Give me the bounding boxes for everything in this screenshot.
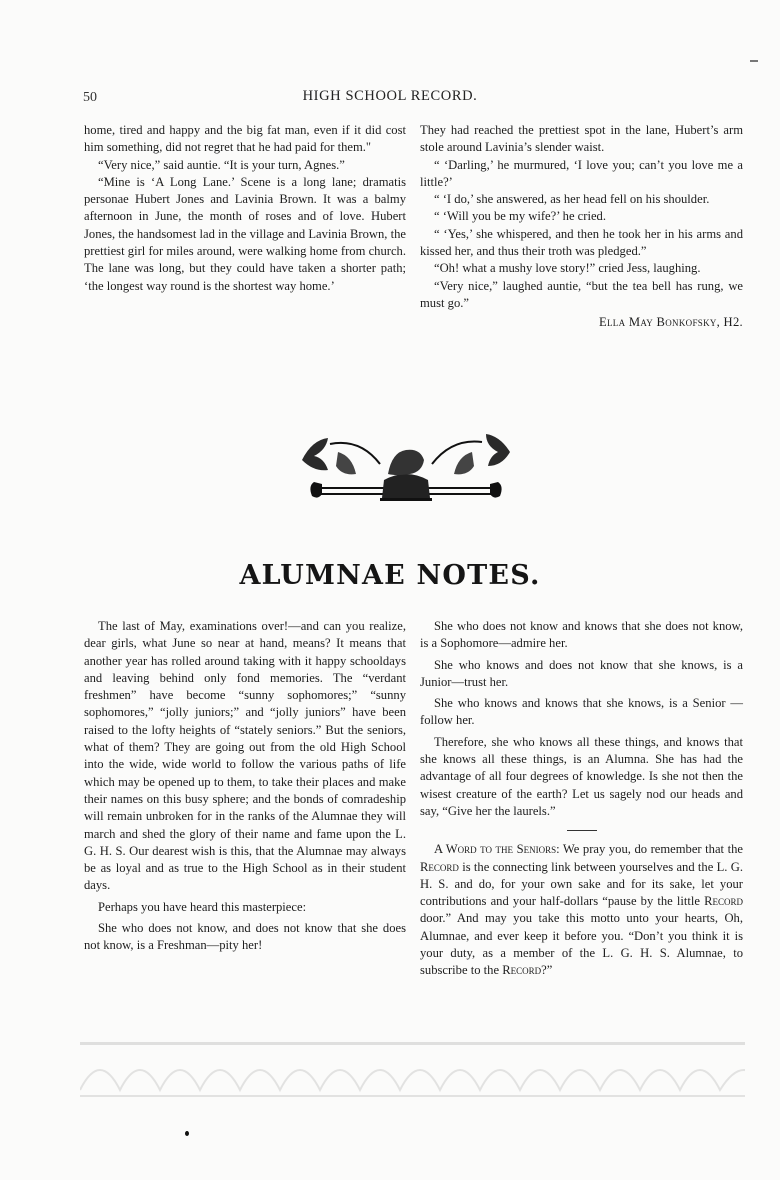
alumnae-left-column <box>84 618 406 959</box>
story-paragraph: “Very nice,” laughed auntie, “but the tea bell has rung, we must go.” <box>420 278 743 310</box>
word-to-seniors-text: ?” <box>541 963 553 978</box>
page-number: 50 <box>83 90 97 105</box>
ornament-leaf-left-2 <box>336 452 356 474</box>
story-paragraph: home, tired and happy and the big fat man, even if it did cost him something, did not regret that he had paid for them." <box>84 123 406 155</box>
alumnae-paragraph: She who knows and knows that she knows, is a Senior —follow her. <box>420 696 743 728</box>
ink-speck <box>185 1131 189 1136</box>
story-paragraph: They had reached the prettiest spot in the lane, Hubert’s arm stole around Lavinia’s slender waist. <box>420 123 743 155</box>
word-to-seniors-paragraph <box>420 841 743 979</box>
word-to-seniors-lead: A Word to the Seniors: <box>434 842 560 857</box>
alumnae-paragraph: She who does not know and knows that she does not know, is a Sophomore—admire her. <box>420 619 743 651</box>
alumnae-paragraph: Perhaps you have heard this masterpiece: <box>98 899 307 914</box>
ornament-scroll-right-curl <box>490 482 502 498</box>
border-band-arches <box>80 1070 745 1090</box>
alumnae-paragraph: She who knows and does not know that she knows, is a Junior—trust her. <box>420 657 743 689</box>
alumnae-paragraph: Therefore, she who knows all these things, and knows that she knows all these things, is an Alumna. She has had the advantage of all four degrees of knowledge. Is she not then the wisest creature of the earth? Let us sagely nod our heads and say, “Give her the laurels.” <box>420 734 743 818</box>
scan-edge-mark <box>750 60 758 62</box>
word-to-seniors-text: is the connecting link between yourselves and the L. G. H. S. and do, for your own sake and for its sake, let your contributions and your half-dollars “pause by the little <box>420 859 743 909</box>
story-left-column <box>84 122 406 295</box>
record-name: Record <box>420 859 459 874</box>
story-paragraph: “ ‘Will you be my wife?’ he cried. <box>434 209 607 224</box>
record-name: Record <box>502 963 542 978</box>
alumnae-right-column <box>420 618 743 984</box>
ornament-base-line <box>380 498 432 501</box>
section-title-alumnae-notes: ALUMNAE NOTES. <box>239 560 541 591</box>
story-paragraph: “ ‘Darling,’ he murmured, ‘I love you; can’t you love me a little?’ <box>420 157 743 189</box>
record-name: Record <box>704 894 743 909</box>
author-signature: Ella May Bonkofsky, H2. <box>599 315 743 330</box>
story-paragraph: “ ‘Yes,’ she whispered, and then he took her in his arms and kissed her, and thus their troth was pledged.” <box>420 226 743 259</box>
running-head-title: HIGH SCHOOL RECORD. <box>302 88 478 104</box>
ornament-chipmunk <box>388 450 424 475</box>
section-divider <box>567 830 597 831</box>
alumnae-paragraph: The last of May, examinations over!—and can you realize, dear girls, what June so near at hand, means? It means that another year has rolled around taking with it happy schooldays and leaving behind only fond memories. The “verdant freshmen” have become “sunny sophomores;” “sunny sophomores,” “jolly juniors;” and “jolly juniors” have been raised to the lofty heights of “stately seniors.” But the seniors, what of them? They are going out from the old High School into the wide, wide world to follow the various paths of life which may be opened up to them, to take their places and make their names on this busy sphere; and the bonds of comradeship will remain unbroken for in the ranks of the Alumnae they will march and shed the glory of their name and fame upon the L. G. H. S. Our dearest wish is this, that the Alumnae may always be as loyal and as true to the High School as in their student days. <box>84 619 406 893</box>
story-paragraph: “Very nice,” said auntie. “It is your turn, Agnes.” <box>98 157 345 172</box>
ornament-leaf-right <box>486 434 510 466</box>
foliage-scroll-ornament-icon <box>296 422 516 504</box>
story-paragraph: “Oh! what a mushy love story!” cried Jess, laughing. <box>434 261 701 276</box>
ornament-scroll-left-curl <box>310 482 322 498</box>
story-paragraph: “Mine is ‘A Long Lane.’ Scene is a long lane; dramatis personae Hubert Jones and Lavinia Brown. It was a balmy afternoon in June, the month of roses and of love. Hubert Jones, the handsomest lad in the village and Lavinia Brown, the prettiest girl for miles around, were walking home from church. The lane was long, but they could have taken a shorter path; ‘the longest way round is the shortest way home.’ <box>84 174 406 293</box>
word-to-seniors-text: door.” And may you take this motto unto your hearts, Oh, Alumnae, and ever keep it before you. “Don’t you think it is your duty, as a member of the L. G. H. S. Alumnae, to subscribe to the <box>420 911 743 978</box>
faded-border-band <box>80 1040 745 1100</box>
ornament-leaf-left <box>302 438 328 470</box>
ornament-leaf-right-2 <box>454 452 474 474</box>
story-paragraph: “ ‘I do,’ she answered, as her head fell on his shoulder. <box>434 192 710 207</box>
ornament-vine-right <box>432 441 482 464</box>
word-to-seniors-text: We pray you, do remember that the <box>559 842 743 857</box>
story-right-column <box>420 122 743 332</box>
border-band-bottom-line <box>80 1095 745 1097</box>
alumnae-paragraph: She who does not know, and does not know that she does not know, is a Freshman—pity her! <box>84 921 406 953</box>
ornament-center-rock <box>382 474 430 498</box>
border-band-top-line <box>80 1042 745 1045</box>
